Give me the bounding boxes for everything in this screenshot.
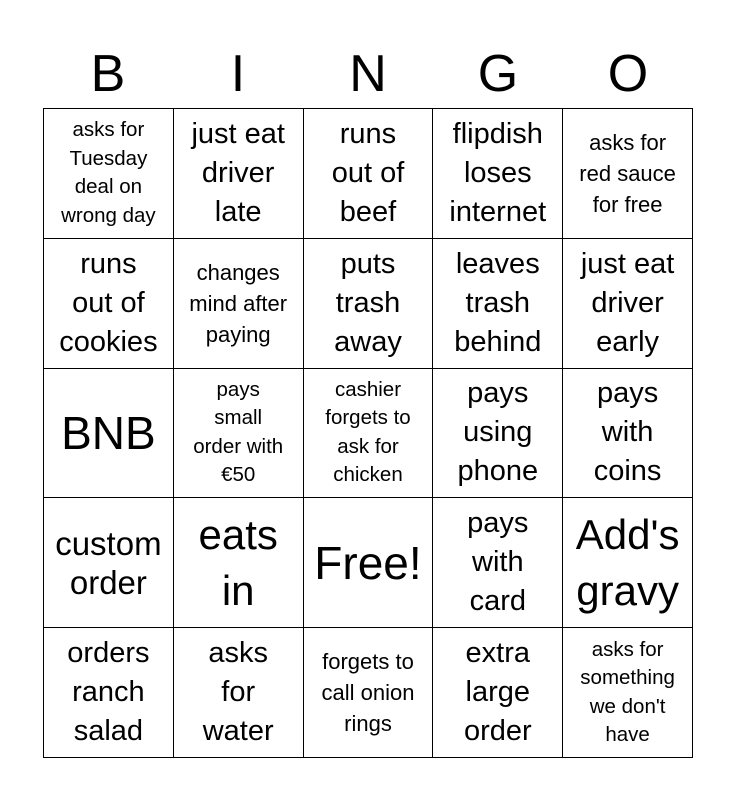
bingo-cell-r5c4[interactable] [433, 628, 563, 758]
bingo-cell-r1c4[interactable] [433, 109, 563, 239]
cell-text: eats in [198, 510, 278, 614]
cell-text: extra large order [463, 637, 532, 748]
cell-text: pays using phone [457, 377, 539, 488]
bingo-cell-r3c3[interactable] [304, 369, 434, 499]
bingo-header [43, 40, 693, 108]
bingo-cell-r5c5[interactable] [563, 628, 693, 758]
bingo-cell-r3c4[interactable] [433, 369, 563, 499]
cell-text: Free! [314, 536, 422, 589]
cell-text: runs out of beef [331, 117, 405, 228]
cell-text: orders ranch salad [67, 637, 150, 748]
bingo-cell-r4c5[interactable] [563, 498, 693, 628]
cell-text: custom order [55, 524, 162, 601]
cell-text: just eat driver late [191, 117, 285, 228]
cell-text: flipdish loses internet [449, 117, 547, 228]
cell-text: changes mind after paying [189, 259, 288, 347]
bingo-cell-r5c1[interactable] [44, 628, 174, 758]
header-letter-n: N [349, 45, 387, 103]
bingo-cell-r3c5[interactable] [563, 369, 693, 499]
bingo-cell-r4c1[interactable] [44, 498, 174, 628]
header-letter-o: O [607, 45, 649, 103]
cell-text: pays with coins [593, 377, 662, 488]
cell-text: cashier forgets to ask for chicken [325, 377, 411, 487]
cell-text: Add's gravy [575, 510, 680, 614]
cell-text: asks for something we don't have [580, 637, 675, 747]
bingo-card-grid [43, 108, 693, 758]
bingo-cell-r1c1[interactable] [44, 109, 174, 239]
cell-text: just eat driver early [580, 247, 675, 358]
bingo-cell-r4c2[interactable] [174, 498, 304, 628]
header-letter-g: G [477, 45, 519, 103]
bingo-cell-r2c4[interactable] [433, 239, 563, 369]
bingo-cell-r2c3[interactable] [304, 239, 434, 369]
bingo-free-space[interactable] [304, 498, 434, 628]
header-letter-b: B [90, 45, 126, 103]
cell-text: puts trash away [334, 247, 402, 358]
cell-text: runs out of cookies [59, 247, 158, 358]
cell-text: asks for water [202, 637, 274, 748]
cell-text: pays with card [467, 507, 529, 618]
cell-text: leaves trash behind [454, 247, 542, 358]
bingo-cell-r5c3[interactable] [304, 628, 434, 758]
bingo-cell-r1c5[interactable] [563, 109, 693, 239]
bingo-cell-r2c2[interactable] [174, 239, 304, 369]
header-letter-i: I [230, 45, 246, 103]
cell-text: asks for Tuesday deal on wrong day [61, 118, 156, 227]
bingo-cell-r4c4[interactable] [433, 498, 563, 628]
bingo-cell-r2c5[interactable] [563, 239, 693, 369]
bingo-cell-r5c2[interactable] [174, 628, 304, 758]
bingo-cell-r1c3[interactable] [304, 109, 434, 239]
cell-text: asks for red sauce for free [579, 129, 676, 217]
cell-text: pays small order with €50 [193, 377, 284, 487]
cell-text: BNB [61, 406, 156, 459]
bingo-cell-r1c2[interactable] [174, 109, 304, 239]
bingo-cell-r3c2[interactable] [174, 369, 304, 499]
bingo-cell-r3c1[interactable] [44, 369, 174, 499]
bingo-cell-r2c1[interactable] [44, 239, 174, 369]
cell-text: forgets to call onion rings [321, 649, 415, 737]
